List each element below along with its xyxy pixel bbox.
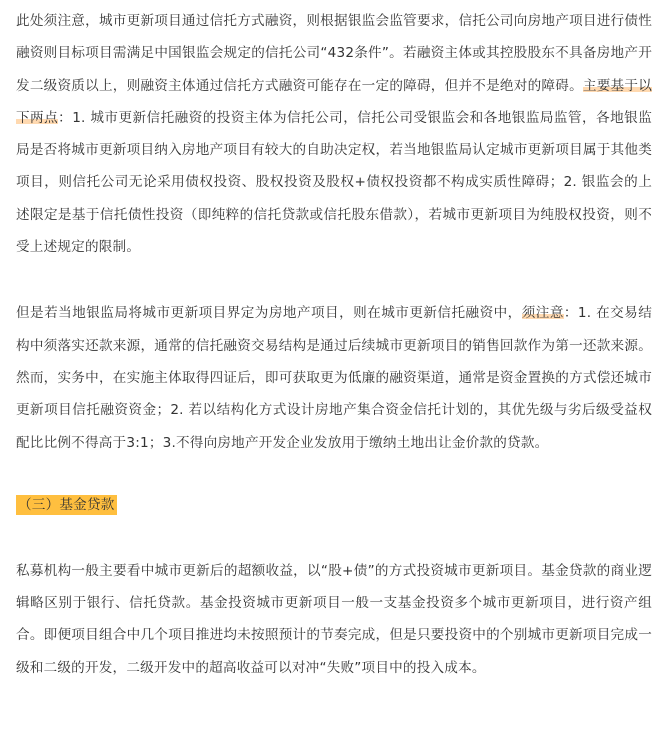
paragraph-text: ：1. 在交易结构中须落实还款来源，通常的信托融资交易结构是通过后续城市更新项目的销售回款作为第一还款来源。然而，实务中，在实施主体取得四证后，即可获取更为低廉的融资渠道，通常是资金置换的方式偿还城市更新项目信托融资资金；2. 若以结构化方式设计房地产集合资金信托计划的，其优先级与劣后级受益权配比比例不得高于3:1；3.不得向房地产开发企业发放用于缴纳土地出让金价款的贷款。 [16, 305, 653, 451]
paragraph-spacer [16, 263, 652, 297]
article-body [16, 0, 652, 684]
section-heading [16, 489, 652, 521]
paragraph-text: 此处须注意，城市更新项目通过信托方式融资，则根据银监会监管要求，信托公司向房地产项目进行债性融资则目标项目需满足中国银监会规定的信托公司“432条件”。若融资主体或其控股股东不具备房地产开发二级资质以上，则融资主体通过信托方式融资可能存在一定的障碍，但并不是绝对的障碍。 [16, 13, 652, 94]
paragraph-trust-financing [16, 5, 652, 263]
section-heading-label: （三）基金贷款 [18, 496, 115, 513]
paragraph-spacer [16, 521, 652, 555]
paragraph-text: 但是若当地银监局将城市更新项目界定为房地产项目，则在城市更新信托融资中， [16, 305, 522, 322]
highlighted-phrase: 主要基于以下两点 [16, 77, 653, 126]
paragraph-text: ：1. 城市更新信托融资的投资主体为信托公司，信托公司受银监会和各地银监局监管，各地银监局是否将城市更新项目纳入房地产项目有较大的自助决定权，若当地银监局认定城市更新项目属于其他类项目，则信托公司无论采用债权投资、股权投资及股权+债权投资都不构成实质性障碍；2. 银监会的上述限定是基于信托债性投资（即纯粹的信托贷款或信托股东借款），若城市更新项目为纯股权投资，则不受上述规定的限制。 [16, 109, 652, 256]
highlighted-phrase: 须注意 [521, 305, 564, 322]
paragraph-spacer [16, 459, 652, 489]
paragraph-fund-loans: 私募机构一般主要看中城市更新后的超额收益，以“股+债”的方式投资城市更新项目。基金贷款的商业逻辑略区别于银行、信托贷款。基金投资城市更新项目一般一支基金投资多个城市更新项目，进行资产组合。即便项目组合中几个项目推进均未按照预计的节奏完成，但是只要投资中的个别城市更新项目完成一级和二级的开发，二级开发中的超高收益可以对冲“失败”项目中的投入成本。 [16, 562, 652, 676]
paragraph-real-estate-caution [16, 297, 652, 458]
